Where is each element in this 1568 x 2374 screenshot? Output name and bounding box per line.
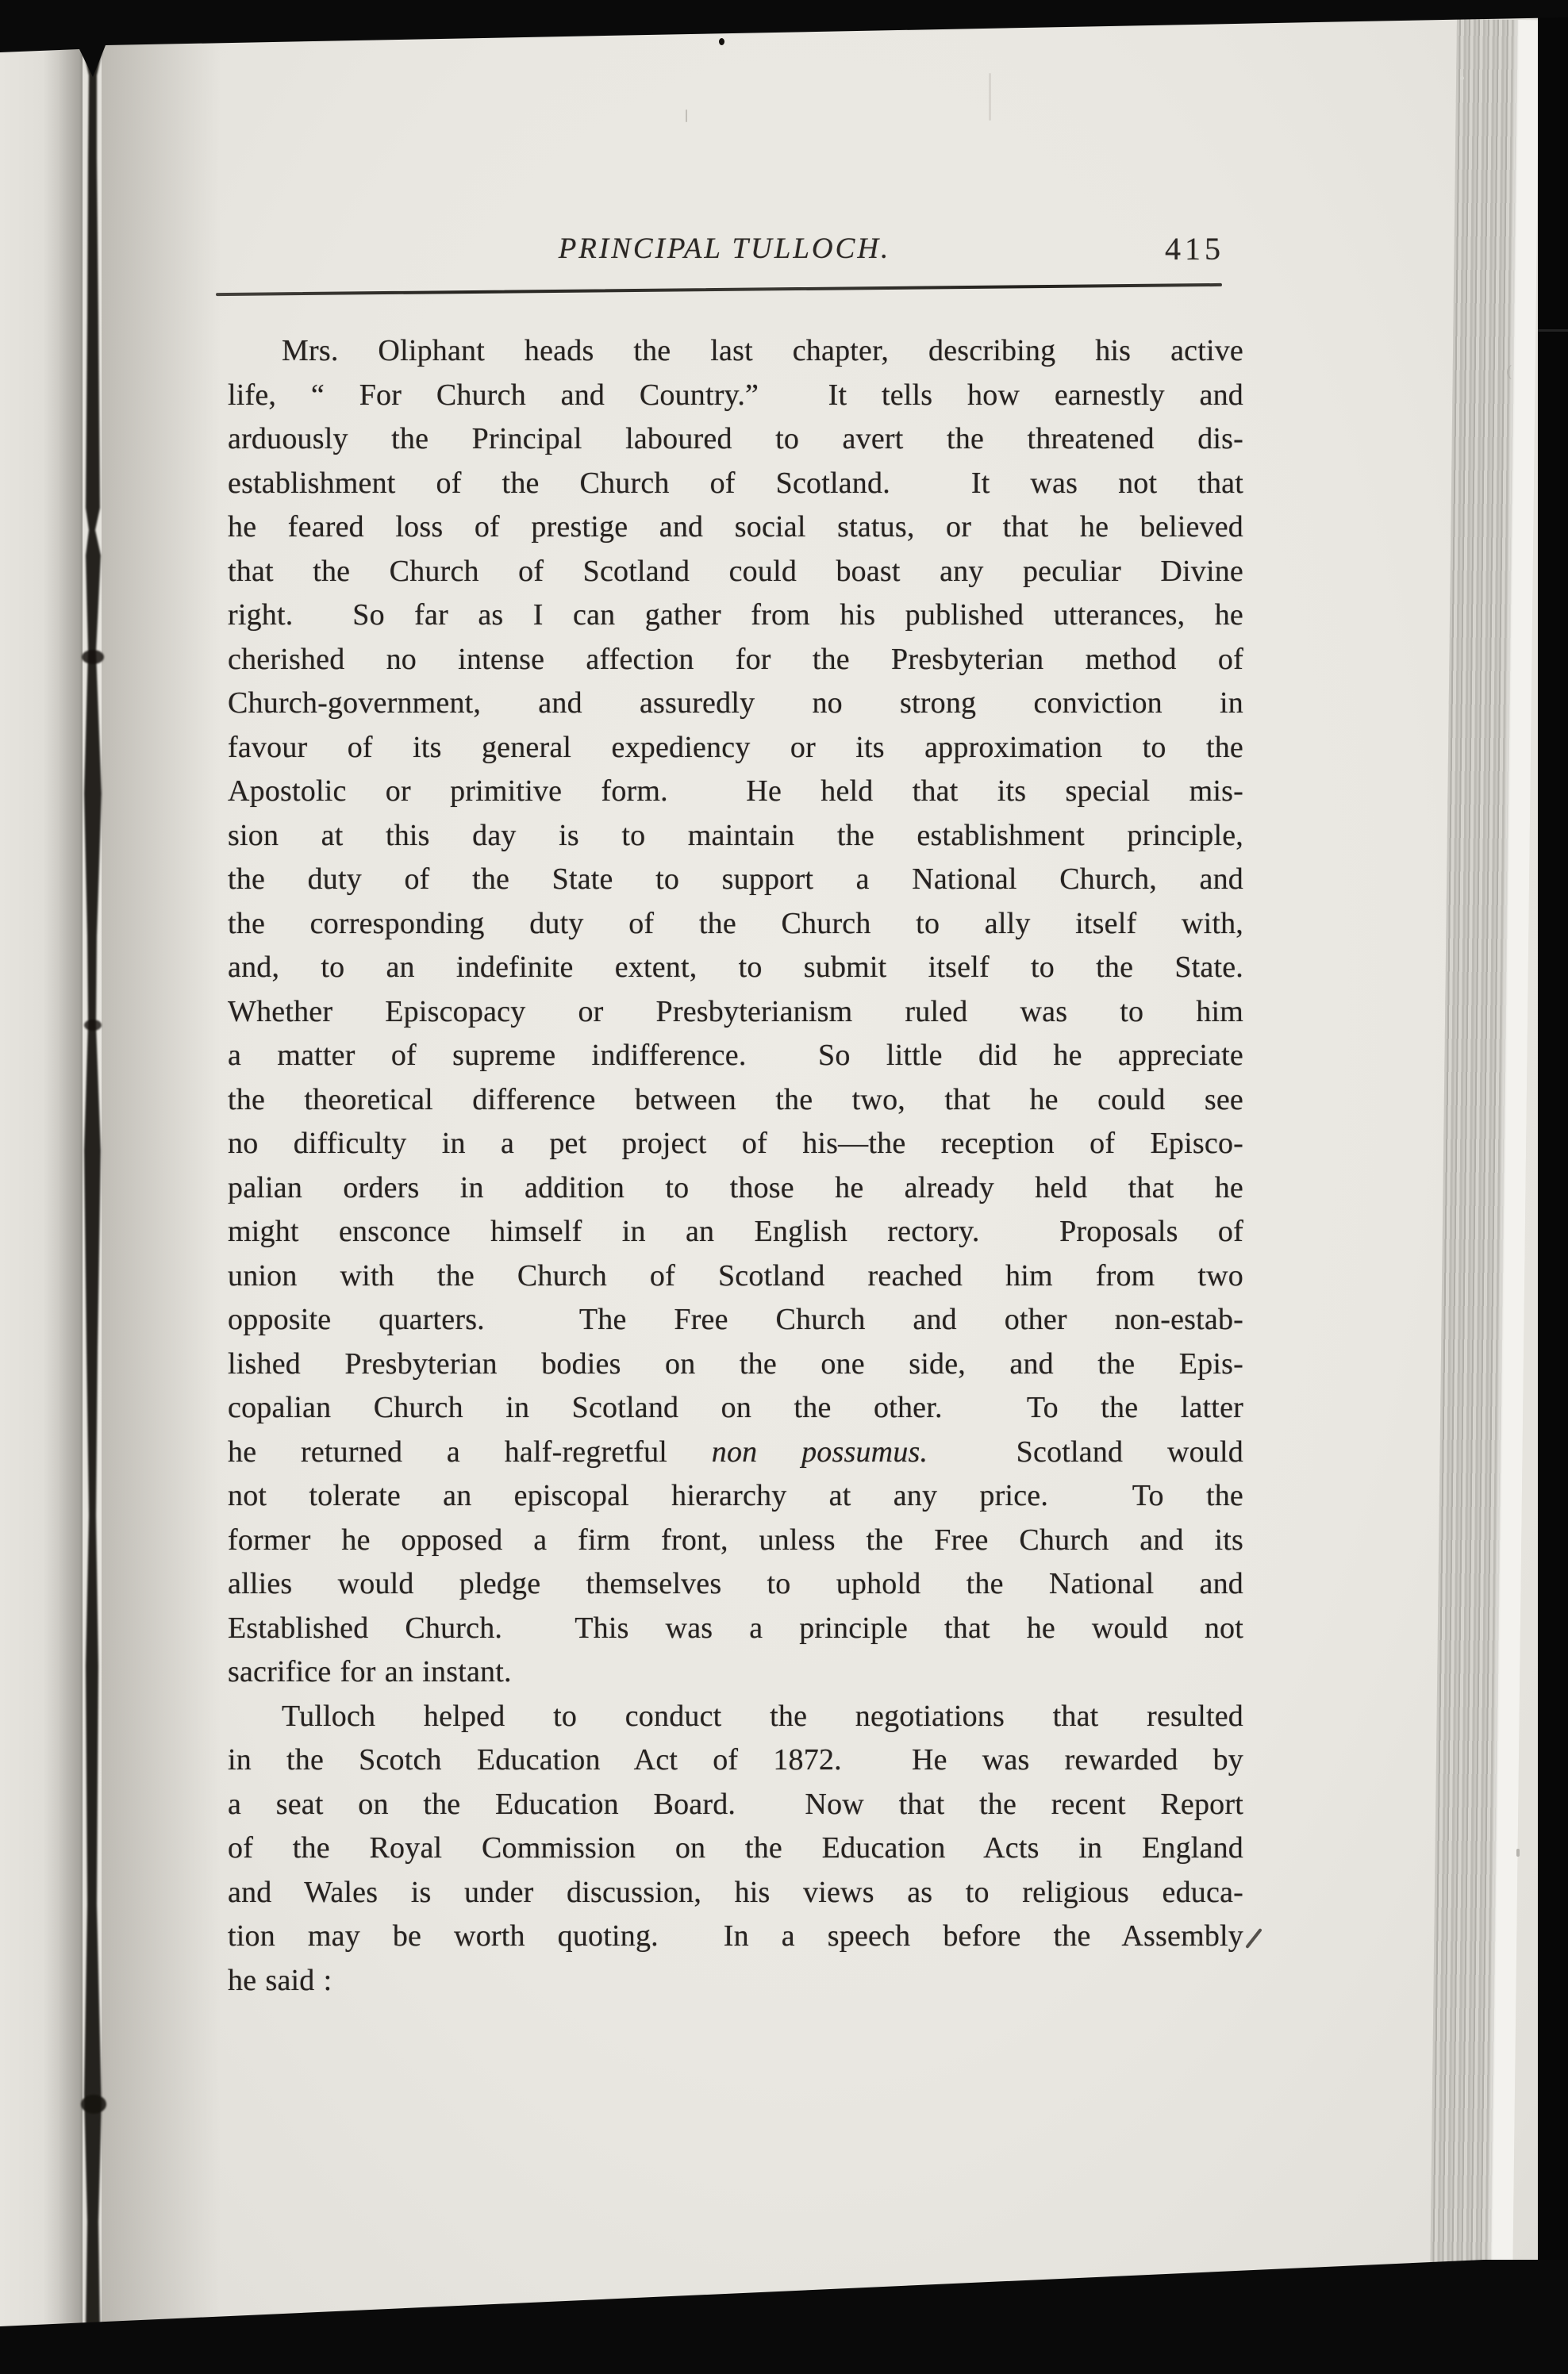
text-line: no difficulty in a pet project of his—the reception of Episco- [228,1127,1243,1160]
text-line: might ensconce himself in an English rectory. Proposals of [228,1215,1243,1248]
text-line: arduously the Principal laboured to avert the threatened dis- [228,422,1243,455]
scan-speck [1460,76,1464,80]
text-line: a seat on the Education Board. Now that the recent Report [228,1787,1243,1821]
scan-speck [719,38,724,45]
page-number: 415 [1165,231,1224,267]
text-line: former he opposed a firm front, unless the Free Church and its [228,1523,1243,1557]
text-line: the duty of the State to support a National Church, and [228,862,1243,896]
book-gutter-crease [77,0,109,2374]
text-line: allies would pledge themselves to uphold the National and [228,1567,1243,1600]
text-segment: he returned a half-regretful [228,1435,712,1469]
body-text [228,329,1243,2003]
text-line [228,1431,1243,1475]
scan-speck [1507,365,1517,379]
paragraph [228,1695,1243,2003]
text-line: Whether Episcopacy or Presbyterianism ruled was to him [228,994,1243,1028]
binding-stitch [84,1020,102,1031]
scan-speck [1516,1849,1520,1857]
text-line: establishment of the Church of Scotland. It was not that [228,466,1243,500]
text-line: and Wales is under discussion, his views as to religious educa- [228,1875,1243,1909]
latin-phrase-italic: non possumus. [711,1435,928,1469]
scan-speck [989,73,991,121]
background-seam-line [1538,329,1568,332]
text-line: Apostolic or primitive form. He held that its special mis- [228,774,1243,808]
paragraph [228,329,1243,1695]
text-segment: Scotland would [928,1435,1243,1469]
text-line: Tulloch helped to conduct the negotiations that resulted [282,1699,1243,1733]
text-line: life, “ For Church and Country.” It tells how earnestly and [228,378,1243,412]
text-line: Mrs. Oliphant heads the last chapter, describing his active [282,334,1243,367]
text-line: Established Church. This was a principle that he would not [228,1611,1243,1645]
text-line: opposite quarters. The Free Church and other non-estab- [228,1303,1243,1336]
text-line: a matter of supreme indifference. So little did he appreciate [228,1039,1243,1072]
scan-speck [686,109,687,122]
text-line: of the Royal Commission on the Education Acts in England [228,1831,1243,1865]
running-header-title: PRINCIPAL TULLOCH. [558,232,891,265]
text-line: cherished no intense affection for the Presbyterian method of [228,642,1243,676]
binding-stitch-knot [81,2095,106,2114]
text-line: he feared loss of prestige and social status, or that he believed [228,510,1243,544]
text-line: that the Church of Scotland could boast any peculiar Divine [228,554,1243,588]
text-line: in the Scotch Education Act of 1872. He was rewarded by [228,1743,1243,1777]
text-line: union with the Church of Scotland reached him from two [228,1258,1243,1293]
text-line: favour of its general expediency or its approximation to the [228,730,1243,764]
page-header [228,232,1243,271]
text-line: Church-government, and assuredly no strong conviction in [228,686,1243,720]
text-line: lished Presbyterian bodies on the one side, and the Epis- [228,1346,1243,1381]
text-line: sion at this day is to maintain the establishment principle, [228,818,1243,852]
photo-background-right [1538,0,1568,2374]
text-line: tion may be worth quoting. In a speech before the Assembly [228,1919,1243,1953]
text-line: right. So far as I can gather from his published utterances, he [228,598,1243,632]
gutter-shadow [102,0,221,2374]
text-line: and, to an indefinite extent, to submit itself to the State. [228,951,1243,984]
text-line: the corresponding duty of the Church to ally itself with, [228,906,1243,940]
text-line: copalian Church in Scotland on the other. To the latter [228,1391,1243,1424]
text-line: the theoretical difference between the two, that he could see [228,1082,1243,1116]
text-line: he said : [228,1963,332,1997]
binding-stitch [82,650,104,664]
text-line: not tolerate an episcopal hierarchy at any price. To the [228,1479,1243,1512]
text-line: sacrifice for an instant. [228,1655,512,1688]
text-line: palian orders in addition to those he already held that he [228,1170,1243,1204]
